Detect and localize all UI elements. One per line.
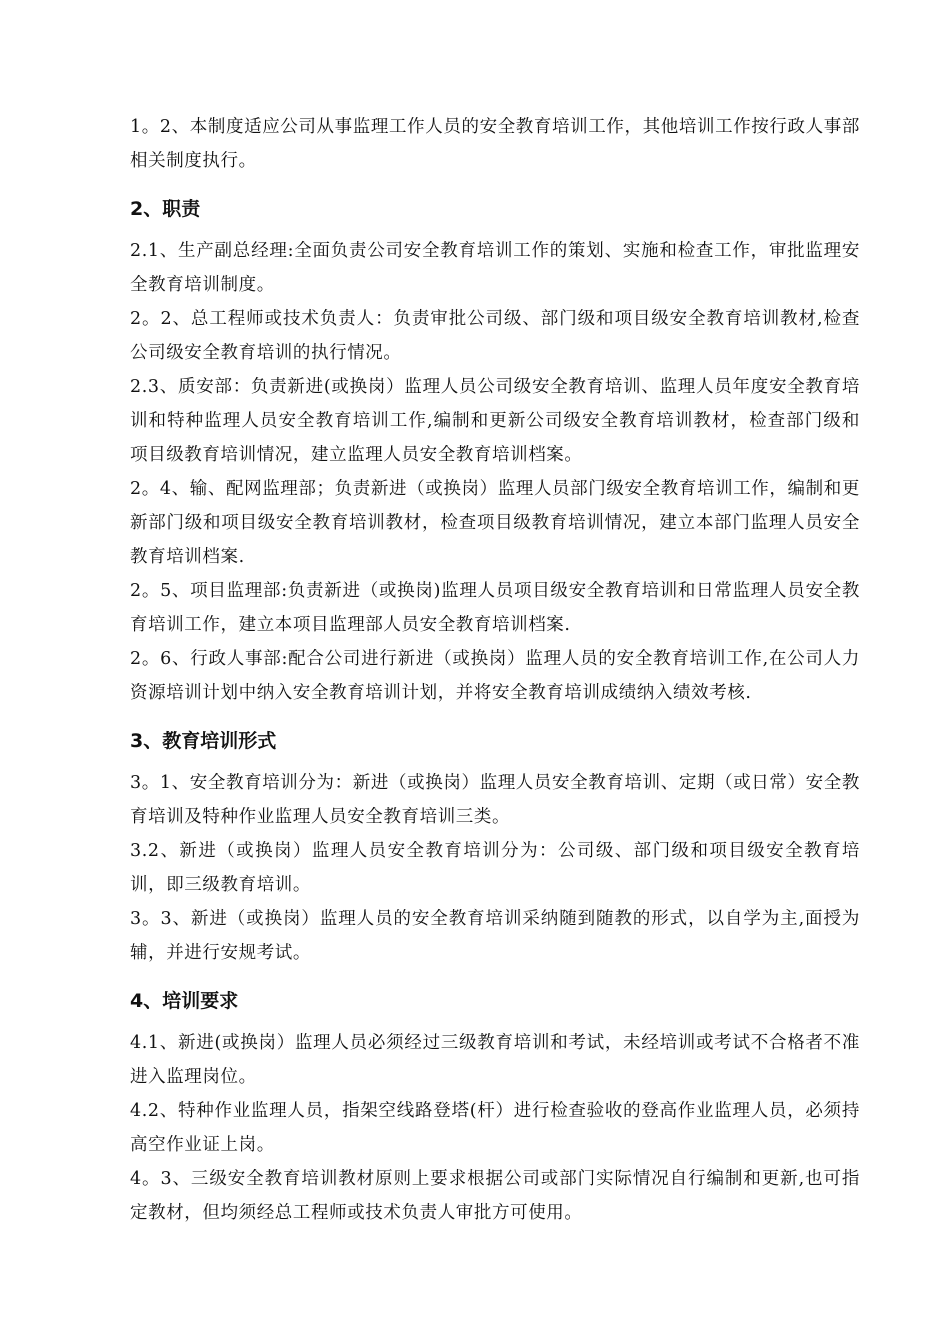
duty-paragraph: 2。2、总工程师或技术负责人：负责审批公司级、部门级和项目级安全教育培训教材,检查公司级安全教育培训的执行情况。	[130, 309, 860, 363]
training-form-paragraph: 3.2、新进（或换岗）监理人员安全教育培训分为：公司级、部门级和项目级安全教育培训，即三级教育培训。	[130, 841, 860, 895]
duty-paragraph: 2。5、项目监理部:负责新进（或换岗)监理人员项目级安全教育培训和日常监理人员安全教育培训工作，建立本项目监理部人员安全教育培训档案.	[130, 581, 860, 635]
duty-paragraph: 2.3、质安部：负责新进(或换岗）监理人员公司级安全教育培训、监理人员年度安全教育培训和特种监理人员安全教育培训工作,编制和更新公司级安全教育培训教材，检查部门级和项目级教育培训情况，建立监理人员安全教育培训档案。	[130, 377, 860, 465]
requirement-paragraph: 4。3、三级安全教育培训教材原则上要求根据公司或部门实际情况自行编制和更新,也可指定教材，但均须经总工程师或技术负责人审批方可使用。	[130, 1169, 860, 1223]
requirement-paragraph: 4.2、特种作业监理人员，指架空线路登塔(杆）进行检查验收的登高作业监理人员，必须持高空作业证上岗。	[130, 1101, 860, 1155]
section-heading-duties: 2、职责	[130, 198, 201, 220]
section-heading-training-requirements: 4、培训要求	[130, 990, 239, 1012]
training-form-paragraph: 3。1、安全教育培训分为：新进（或换岗）监理人员安全教育培训、定期（或日常）安全教育培训及特种作业监理人员安全教育培训三类。	[130, 773, 860, 827]
duty-paragraph: 2。6、行政人事部:配合公司进行新进（或换岗）监理人员的安全教育培训工作,在公司人力资源培训计划中纳入安全教育培训计划，并将安全教育培训成绩纳入绩效考核.	[130, 649, 860, 703]
document-body	[130, 110, 860, 1230]
intro-paragraph: 1。2、本制度适应公司从事监理工作人员的安全教育培训工作，其他培训工作按行政人事部相关制度执行。	[130, 117, 860, 171]
section-heading-training-forms: 3、教育培训形式	[130, 730, 277, 752]
duty-paragraph: 2.1、生产副总经理:全面负责公司安全教育培训工作的策划、实施和检查工作，审批监理安全教育培训制度。	[130, 241, 860, 295]
training-form-paragraph: 3。3、新进（或换岗）监理人员的安全教育培训采纳随到随教的形式，以自学为主,面授为辅，并进行安规考试。	[130, 909, 860, 963]
duty-paragraph: 2。4、输、配网监理部；负责新进（或换岗）监理人员部门级安全教育培训工作，编制和更新部门级和项目级安全教育培训教材，检查项目级教育培训情况，建立本部门监理人员安全教育培训档案.	[130, 479, 860, 567]
requirement-paragraph: 4.1、新进(或换岗）监理人员必须经过三级教育培训和考试，未经培训或考试不合格者不准进入监理岗位。	[130, 1033, 860, 1087]
